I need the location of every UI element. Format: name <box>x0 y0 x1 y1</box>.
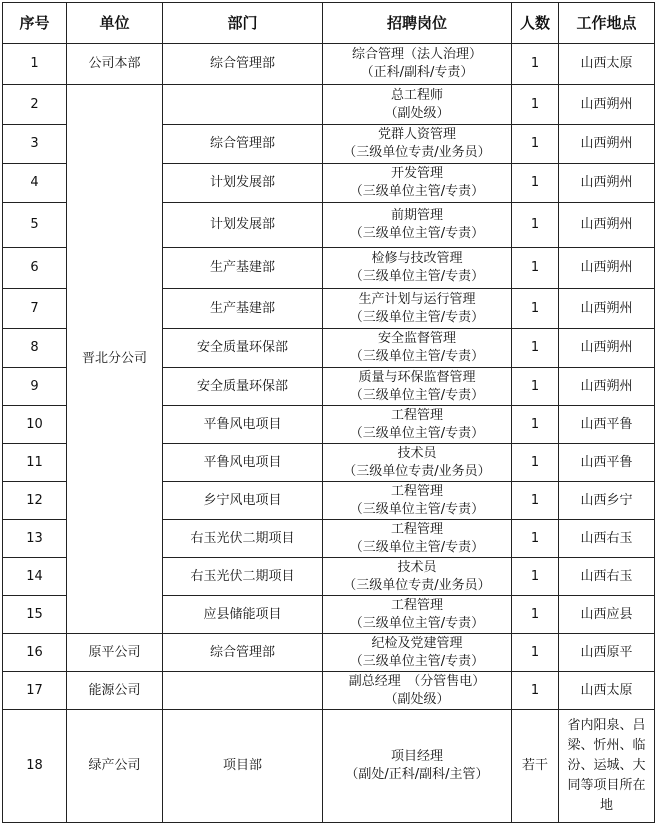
row-unit: 原平公司 <box>67 634 163 672</box>
row-count: 1 <box>512 125 559 164</box>
row-count: 1 <box>512 248 559 289</box>
row-dept: 综合管理部 <box>163 634 323 672</box>
position-level: （三级单位主管/专责） <box>349 501 485 517</box>
row-count: 1 <box>512 520 559 558</box>
table-row <box>3 634 655 672</box>
row-count: 1 <box>512 672 559 710</box>
row-position <box>323 44 512 85</box>
row-no: 9 <box>3 368 67 406</box>
position-level: （三级单位专责/业务员） <box>343 577 491 593</box>
row-no: 4 <box>3 164 67 203</box>
row-no: 10 <box>3 406 67 444</box>
header-unit: 单位 <box>67 3 163 44</box>
position-title: 技术员 <box>397 559 437 575</box>
row-count: 1 <box>512 368 559 406</box>
row-location: 山西平鲁 <box>559 444 655 482</box>
row-no: 14 <box>3 558 67 596</box>
row-unit: 公司本部 <box>67 44 163 85</box>
header-count: 人数 <box>512 3 559 44</box>
row-position <box>323 444 512 482</box>
row-count: 1 <box>512 406 559 444</box>
position-title: 生产计划与运行管理 <box>358 291 476 307</box>
table-row <box>3 85 655 125</box>
row-count: 1 <box>512 44 559 85</box>
row-no: 18 <box>3 710 67 823</box>
position-title: 质量与环保监督管理 <box>358 369 476 385</box>
row-no: 11 <box>3 444 67 482</box>
row-count: 1 <box>512 558 559 596</box>
header-dept: 部门 <box>163 3 323 44</box>
row-position <box>323 164 512 203</box>
row-location: 山西原平 <box>559 634 655 672</box>
row-location: 山西朔州 <box>559 164 655 203</box>
row-count: 1 <box>512 164 559 203</box>
row-count: 1 <box>512 444 559 482</box>
position-level: （三级单位专责/业务员） <box>343 463 491 479</box>
row-no: 1 <box>3 44 67 85</box>
header-location: 工作地点 <box>559 3 655 44</box>
position-level: （三级单位主管/专责） <box>349 615 485 631</box>
row-count: 1 <box>512 596 559 634</box>
row-position <box>323 596 512 634</box>
row-location: 山西朔州 <box>559 203 655 248</box>
position-level: （副处/正科/副科/主管） <box>345 767 489 782</box>
position-level: （三级单位主管/专责） <box>349 425 485 441</box>
position-title: 项目经理 <box>390 749 443 764</box>
row-location: 省内阳泉、吕梁、忻州、临汾、运城、大同等项目所在地 <box>559 710 655 823</box>
row-no: 13 <box>3 520 67 558</box>
position-title: 总工程师 <box>390 87 443 103</box>
position-title: 技术员 <box>397 445 437 461</box>
row-dept: 项目部 <box>163 710 323 823</box>
row-position <box>323 289 512 329</box>
position-title: 工程管理 <box>390 521 443 537</box>
row-no: 5 <box>3 203 67 248</box>
row-position <box>323 482 512 520</box>
position-title: 工程管理 <box>390 407 443 423</box>
row-location: 山西朔州 <box>559 368 655 406</box>
row-position <box>323 85 512 125</box>
row-no: 15 <box>3 596 67 634</box>
row-position <box>323 634 512 672</box>
row-position <box>323 368 512 406</box>
row-dept <box>163 85 323 125</box>
row-no: 8 <box>3 329 67 368</box>
row-unit: 绿产公司 <box>67 710 163 823</box>
row-position <box>323 558 512 596</box>
row-position <box>323 125 512 164</box>
position-level: （三级单位主管/专责） <box>349 309 485 325</box>
position-level: （三级单位主管/专责） <box>349 539 485 555</box>
row-no: 6 <box>3 248 67 289</box>
position-level: （三级单位专责/业务员） <box>343 145 491 160</box>
row-count: 1 <box>512 634 559 672</box>
row-dept: 应县储能项目 <box>163 596 323 634</box>
row-dept <box>163 672 323 710</box>
table-row <box>3 44 655 85</box>
row-unit: 晋北分公司 <box>67 85 163 634</box>
position-level: （三级单位主管/专责） <box>349 387 485 403</box>
position-title: 副总经理 （分管售电） <box>348 673 486 689</box>
row-no: 17 <box>3 672 67 710</box>
header-no: 序号 <box>3 3 67 44</box>
row-dept: 计划发展部 <box>163 164 323 203</box>
row-count: 1 <box>512 329 559 368</box>
row-count: 1 <box>512 482 559 520</box>
row-dept: 右玉光伏二期项目 <box>163 558 323 596</box>
row-dept: 安全质量环保部 <box>163 368 323 406</box>
position-level: （正科/副科/专责） <box>360 65 474 80</box>
row-dept: 乡宁风电项目 <box>163 482 323 520</box>
row-location: 山西朔州 <box>559 289 655 329</box>
row-location: 山西平鲁 <box>559 406 655 444</box>
row-position <box>323 203 512 248</box>
row-dept: 平鲁风电项目 <box>163 444 323 482</box>
row-dept: 平鲁风电项目 <box>163 406 323 444</box>
position-level: （三级单位主管/专责） <box>349 653 485 669</box>
row-position <box>323 329 512 368</box>
row-location: 山西朔州 <box>559 248 655 289</box>
row-no: 2 <box>3 85 67 125</box>
row-position <box>323 710 512 823</box>
row-location: 山西右玉 <box>559 520 655 558</box>
position-title: 党群人资管理 <box>377 127 456 142</box>
position-title: 安全监督管理 <box>377 331 456 346</box>
position-title: 开发管理 <box>390 166 443 181</box>
row-location: 山西乡宁 <box>559 482 655 520</box>
row-count: 1 <box>512 203 559 248</box>
row-location: 山西朔州 <box>559 329 655 368</box>
position-title: 工程管理 <box>390 483 443 499</box>
position-title: 检修与技改管理 <box>371 251 463 266</box>
table-row <box>3 672 655 710</box>
row-dept: 计划发展部 <box>163 203 323 248</box>
row-location: 山西应县 <box>559 596 655 634</box>
row-position <box>323 406 512 444</box>
position-title: 综合管理（法人治理） <box>351 47 482 62</box>
row-location: 山西朔州 <box>559 125 655 164</box>
row-no: 12 <box>3 482 67 520</box>
row-count: 1 <box>512 289 559 329</box>
row-dept: 生产基建部 <box>163 289 323 329</box>
row-count: 1 <box>512 85 559 125</box>
row-dept: 生产基建部 <box>163 248 323 289</box>
position-level: （三级单位主管/专责） <box>349 184 485 199</box>
position-level: （三级单位主管/专责） <box>349 349 485 364</box>
row-dept: 右玉光伏二期项目 <box>163 520 323 558</box>
header-row <box>3 3 655 44</box>
row-location: 山西太原 <box>559 44 655 85</box>
row-dept: 综合管理部 <box>163 125 323 164</box>
row-dept: 安全质量环保部 <box>163 329 323 368</box>
position-level: （副处级） <box>384 105 450 121</box>
row-count: 若干 <box>512 710 559 823</box>
position-title: 前期管理 <box>390 208 443 223</box>
row-location: 山西右玉 <box>559 558 655 596</box>
row-dept: 综合管理部 <box>163 44 323 85</box>
position-level: （副处级） <box>384 691 450 707</box>
recruitment-table <box>2 2 655 823</box>
row-no: 3 <box>3 125 67 164</box>
position-title: 纪检及党建管理 <box>371 635 463 651</box>
row-location: 山西太原 <box>559 672 655 710</box>
row-position <box>323 672 512 710</box>
header-position: 招聘岗位 <box>323 3 512 44</box>
position-level: （三级单位主管/专责） <box>349 269 485 284</box>
table-row <box>3 710 655 823</box>
row-location: 山西朔州 <box>559 85 655 125</box>
row-position <box>323 520 512 558</box>
row-unit: 能源公司 <box>67 672 163 710</box>
row-position <box>323 248 512 289</box>
position-level: （三级单位主管/专责） <box>349 226 485 241</box>
row-no: 16 <box>3 634 67 672</box>
row-no: 7 <box>3 289 67 329</box>
position-title: 工程管理 <box>390 597 443 613</box>
